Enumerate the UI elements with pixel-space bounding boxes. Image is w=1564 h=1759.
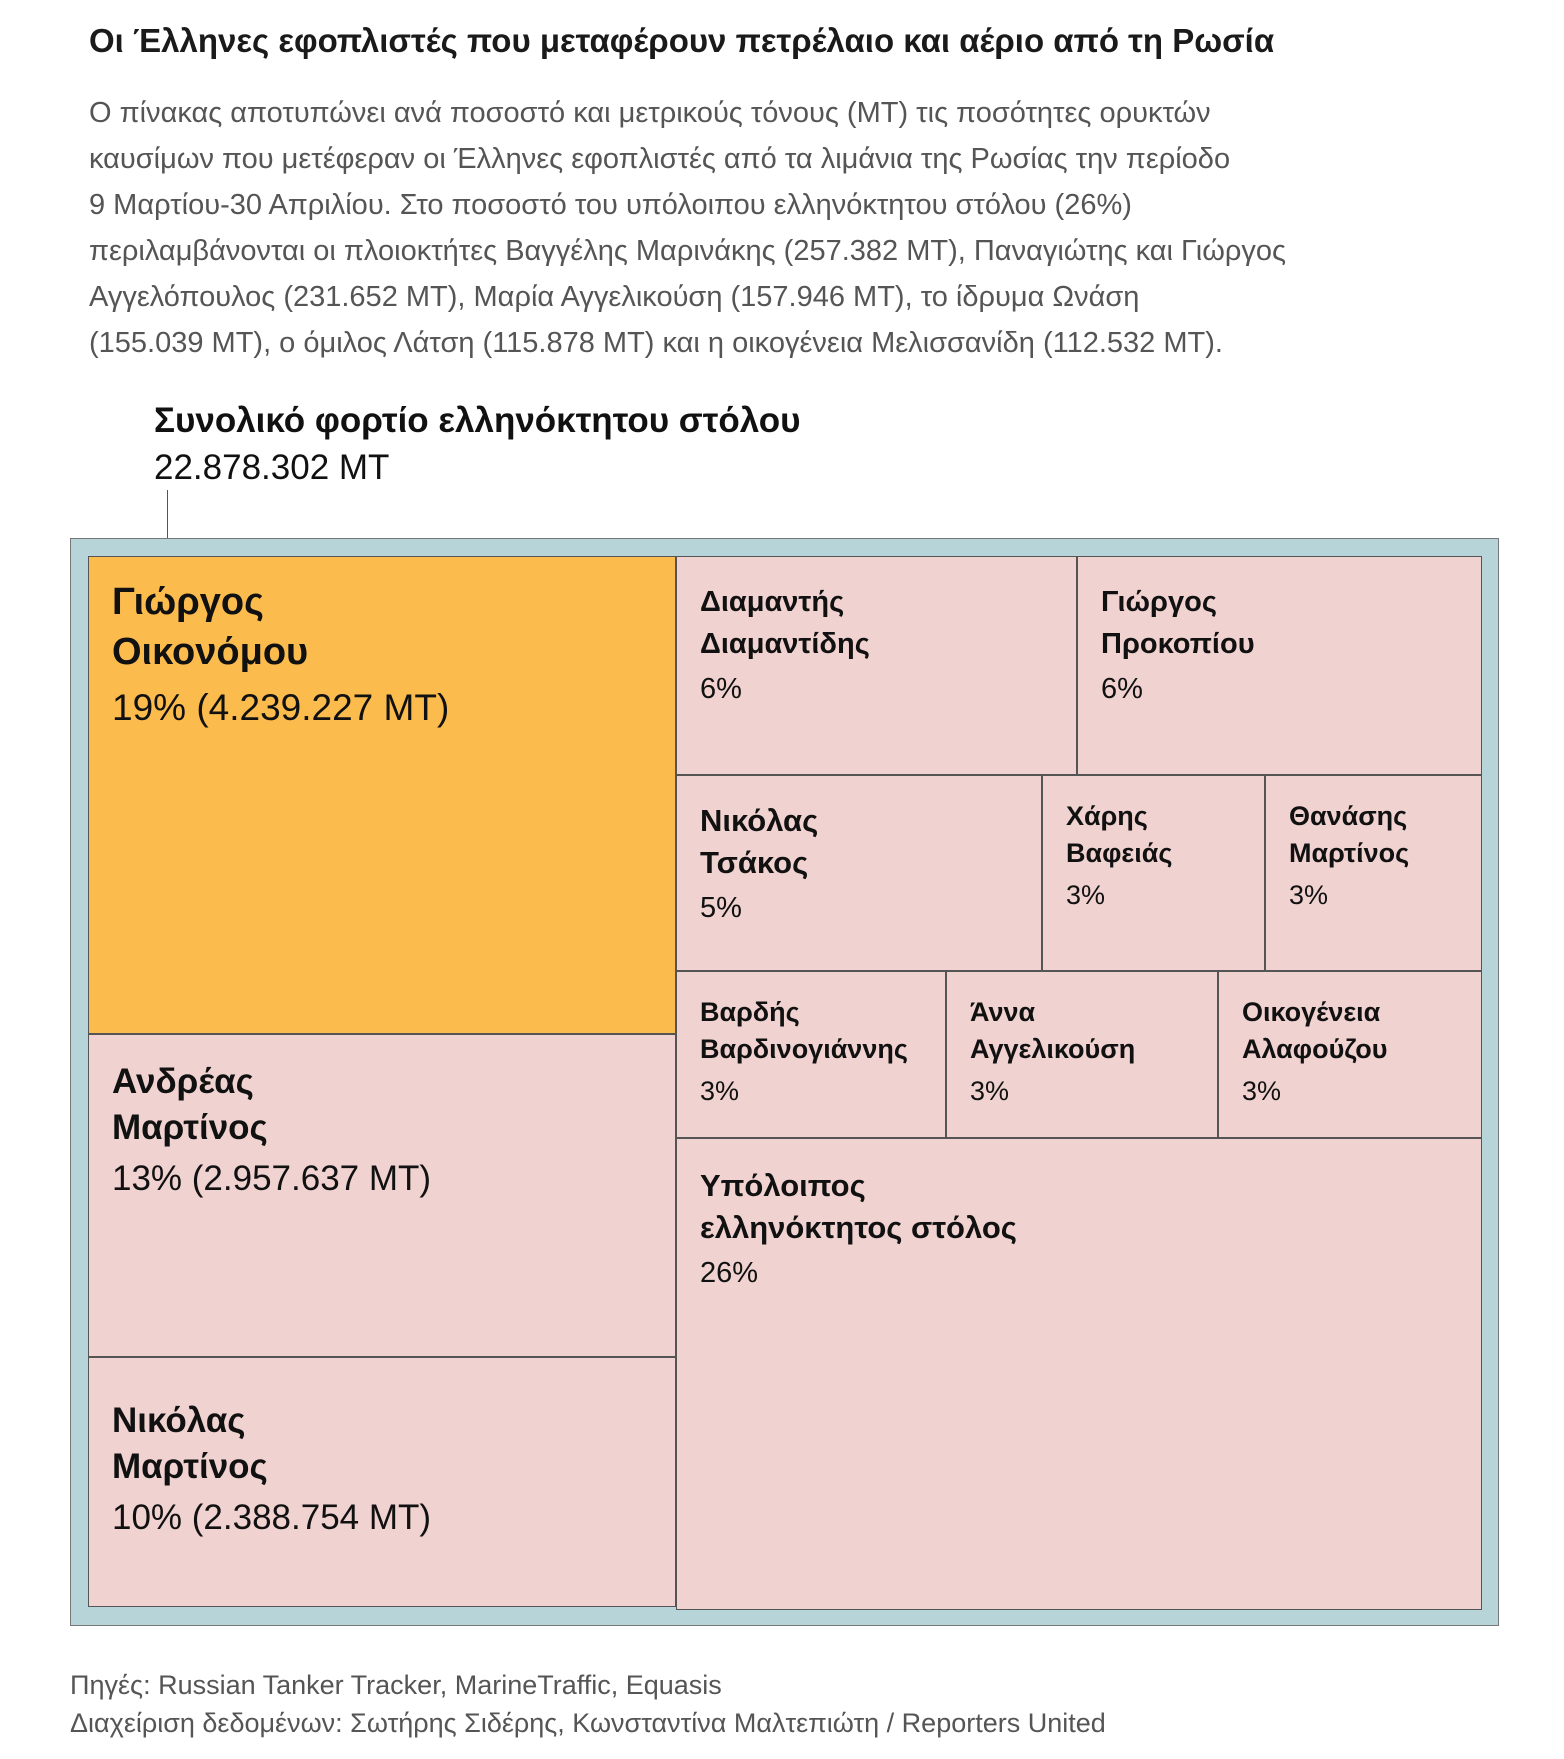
treemap-tile <box>676 1138 1482 1610</box>
treemap-tile <box>676 775 1042 971</box>
intro-line: Αγγελόπουλος (231.652 ΜΤ), Μαρία Αγγελικούση (157.946 ΜΤ), το ίδρυμα Ωνάση <box>89 281 1140 313</box>
tile-owner-name: Θανάσης <box>1289 801 1408 831</box>
tile-owner-name: ελληνόκτητος στόλος <box>700 1210 1017 1245</box>
total-cargo-value: 22.878.302 ΜΤ <box>154 448 390 487</box>
tile-owner-name: Διαμαντίδης <box>700 628 870 660</box>
tile-owner-name: Προκοπίου <box>1101 628 1255 660</box>
credits-line: Διαχείριση δεδομένων: Σωτήρης Σιδέρης, Κωνσταντίνα Μαλτεπιώτη / Reporters United <box>70 1708 1106 1738</box>
tile-owner-name: Νικόλας <box>700 803 819 838</box>
intro-line: περιλαμβάνονται οι πλοιοκτήτες Βαγγέλης Μαρινάκης (257.382 ΜΤ), Παναγιώτης και Γιώργος <box>89 235 1286 267</box>
tile-owner-name: Αγγελικούση <box>970 1034 1136 1064</box>
tile-share-value: 13% (2.957.637 ΜΤ) <box>112 1159 432 1198</box>
tile-owner-name: Άννα <box>970 997 1036 1027</box>
tile-owner-name: Χάρης <box>1066 801 1148 831</box>
tile-share-value: 10% (2.388.754 ΜΤ) <box>112 1498 432 1537</box>
tile-share-value: 3% <box>1242 1076 1282 1106</box>
tile-owner-name: Οικογένεια <box>1242 997 1381 1027</box>
intro-line: Ο πίνακας αποτυπώνει ανά ποσοστό και μετρικούς τόνους (ΜΤ) τις ποσότητες ορυκτών <box>89 97 1211 129</box>
chart-title: Οι Έλληνες εφοπλιστές που μεταφέρουν πετρέλαιο και αέριο από τη Ρωσία <box>89 22 1275 59</box>
tile-share-value: 3% <box>700 1076 740 1106</box>
total-leader-line <box>167 490 168 538</box>
sources-footer <box>70 1666 1106 1742</box>
tile-share-value: 3% <box>1289 880 1329 910</box>
tile-owner-name: Οικονόμου <box>112 631 309 673</box>
tile-owner-name: Μαρτίνος <box>1289 838 1410 868</box>
treemap-tile <box>1042 775 1265 971</box>
treemap-tile <box>88 556 676 1034</box>
tile-share-value: 3% <box>970 1076 1010 1106</box>
tile-share-value: 6% <box>700 673 742 705</box>
tile-share-value: 6% <box>1101 673 1143 705</box>
intro-line: καυσίμων που μετέφεραν οι Έλληνες εφοπλιστές από τα λιμάνια της Ρωσίας την περίοδο <box>89 143 1231 175</box>
tile-owner-name: Ανδρέας <box>112 1062 254 1101</box>
tile-owner-name: Βαφειάς <box>1066 838 1173 868</box>
treemap-tile <box>1218 971 1482 1138</box>
tile-share-value: 3% <box>1066 880 1106 910</box>
tile-share-value: 19% (4.239.227 ΜΤ) <box>112 687 450 728</box>
tile-owner-name: Διαμαντής <box>700 586 845 618</box>
tile-owner-name: Γιώργος <box>112 581 264 623</box>
tile-owner-name: Γιώργος <box>1101 586 1217 618</box>
tile-share-value: 5% <box>700 892 742 924</box>
treemap-tile <box>1265 775 1482 971</box>
treemap-frame <box>70 538 1499 1626</box>
sources-line: Πηγές: Russian Tanker Tracker, MarineTraffic, Equasis <box>70 1670 722 1700</box>
total-cargo-label: Συνολικό φορτίο ελληνόκτητου στόλου <box>154 401 801 440</box>
treemap-tile <box>88 1357 676 1607</box>
treemap-tile <box>676 971 946 1138</box>
intro-text <box>89 90 1509 366</box>
treemap-tile <box>88 1034 676 1357</box>
tile-owner-name: Βαρδής <box>700 997 800 1027</box>
tile-owner-name: Τσάκος <box>700 845 809 880</box>
treemap-tile <box>946 971 1218 1138</box>
tile-owner-name: Βαρδινογιάννης <box>700 1034 908 1064</box>
tile-owner-name: Μαρτίνος <box>112 1108 268 1147</box>
intro-line: (155.039 ΜΤ), ο όμιλος Λάτση (115.878 ΜΤ) και η οικογένεια Μελισσανίδη (112.532 ΜΤ). <box>89 327 1223 359</box>
tile-owner-name: Υπόλοιπος <box>700 1168 866 1203</box>
intro-line: 9 Μαρτίου-30 Απριλίου. Στο ποσοστό του υπόλοιπου ελληνόκτητου στόλου (26%) <box>89 189 1132 221</box>
tile-owner-name: Μαρτίνος <box>112 1447 268 1486</box>
treemap-tile <box>676 556 1077 775</box>
tile-owner-name: Αλαφούζου <box>1242 1034 1388 1064</box>
tile-owner-name: Νικόλας <box>112 1401 246 1440</box>
treemap-tile <box>1077 556 1482 775</box>
tile-share-value: 26% <box>700 1257 759 1289</box>
